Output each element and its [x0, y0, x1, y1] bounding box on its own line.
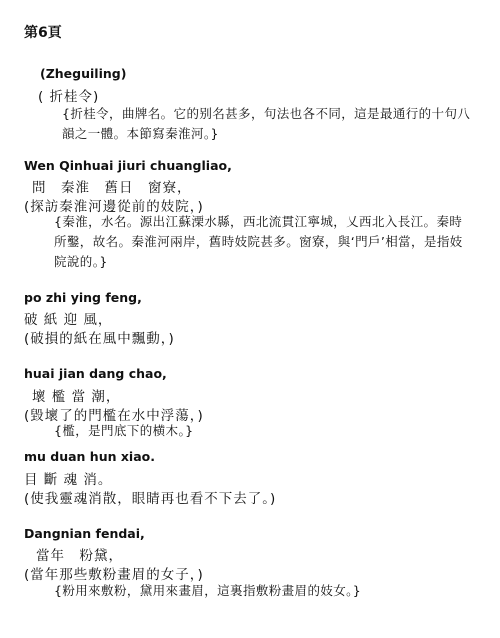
chinese-line: 破 紙 迎 風，: [24, 312, 113, 328]
chinese-line: ( 折桂令): [38, 89, 100, 105]
chinese-line: 問 秦淮 舊日 窗寮，: [32, 180, 192, 196]
annotation-note: {折桂令，曲牌名。它的别名甚多，句法也各不同，這是最通行的十句八韻之一體。本節寫秦淮河。}: [62, 106, 471, 141]
translation-line: (破損的紙在風中飄動，): [24, 331, 175, 347]
pinyin-line: Dangnian fendai,: [24, 526, 145, 541]
pinyin-line: Wen Qinhuai jiuri chuangliao,: [24, 158, 232, 173]
chinese-line: 目 斷 魂 消。: [24, 472, 113, 488]
annotation-note: {粉用來敷粉，黛用來畫眉，這裏指敷粉畫眉的妓女。}: [54, 583, 362, 598]
translation-line: (當年那些敷粉畫眉的女子，): [24, 567, 204, 583]
annotation-note: {檻，是門底下的横木。}: [54, 423, 194, 438]
translation-line: (毀壞了的門檻在水中浮蕩，): [24, 408, 204, 424]
translation-line: (使我靈魂消散，眼睛再也看不下去了。): [24, 491, 277, 507]
translation-line: (探訪秦淮河邊從前的妓院，): [24, 199, 204, 215]
chinese-line: 當年 粉黛，: [36, 548, 123, 564]
annotation-note: {秦淮，水名。源出江蘇溧水縣，西北流貫江寧城，乂西北入長江。秦時所鑿，故名。秦淮河兩岸，舊時妓院甚多。窗寮，與‘門戶’相當，是指妓院說的。}: [54, 214, 463, 269]
pinyin-line: mu duan hun xiao.: [24, 449, 155, 464]
pinyin-line: po zhi ying feng,: [24, 290, 142, 305]
pinyin-line: huai jian dang chao,: [24, 366, 167, 381]
chinese-line: 壞 檻 當 潮，: [32, 389, 121, 405]
pinyin-line: (Zheguiling): [40, 66, 127, 81]
page-label: 第6頁: [24, 25, 62, 41]
